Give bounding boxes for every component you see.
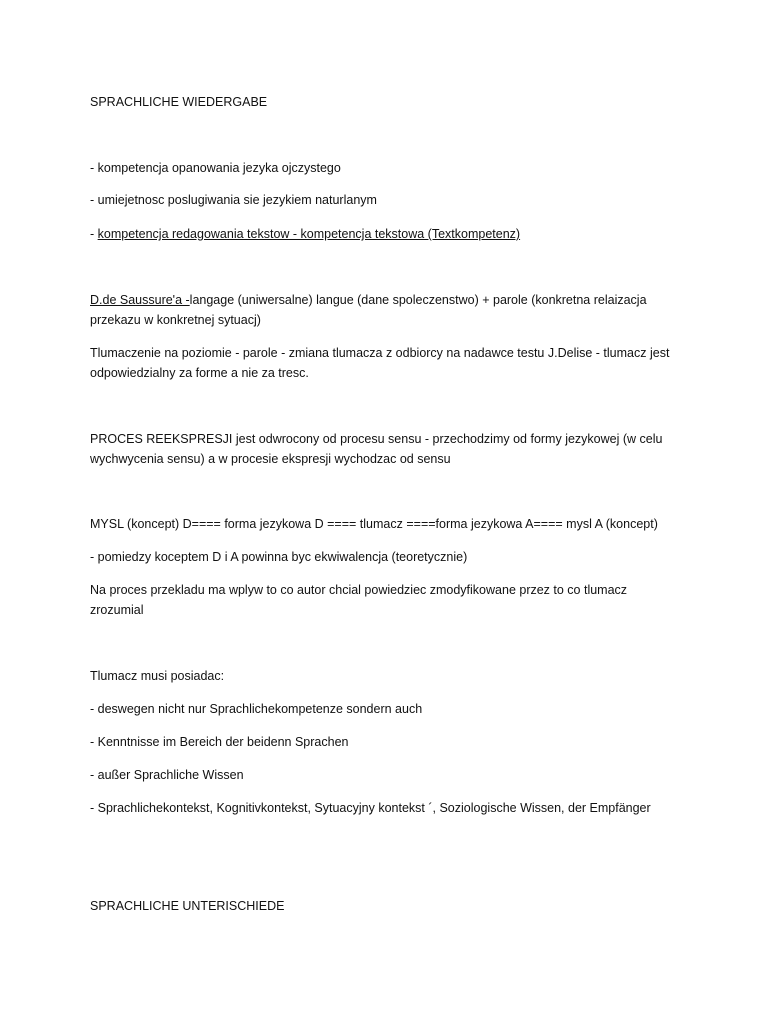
przeklad-paragraph-line1: Na proces przekladu ma wplyw to co autor chcial powiedziec zmodyfikowane przez to co tlumacz — [90, 583, 628, 597]
list-item: - Sprachlichekontekst, Kognitivkontekst, Sytuacyjny kontekst ´, Soziologische Wissen, der Empfänger — [90, 801, 651, 815]
saussure-paragraph-line2: przekazu w konkretnej sytuacj) — [90, 313, 261, 327]
list-item: - außer Sprachliche Wissen — [90, 768, 244, 782]
proces-paragraph-line1: PROCES REEKSPRESJI jest odwrocony od procesu sensu - przechodzimy od formy jezykowej (w celu — [90, 432, 663, 446]
underlined-text: kompetencja redagowania tekstow - kompetencja tekstowa (Textkompetenz) — [97, 227, 521, 241]
saussure-paragraph — [90, 290, 647, 310]
przeklad-paragraph-line2: zrozumial — [90, 603, 144, 617]
list-item: - umiejetnosc poslugiwania sie jezykiem naturlanym — [90, 193, 377, 207]
list-item: - pomiedzy koceptem D i A powinna byc ekwiwalencja (teoretycznie) — [90, 550, 468, 564]
proces-paragraph-line2: wychwycenia sensu) a w procesie ekspresji wychodzac od sensu — [90, 452, 451, 466]
list-item-underlined — [90, 224, 520, 244]
saussure-text: langage (uniwersalne) langue (dane spoleczenstwo) + parole (konkretna relaizacja — [189, 293, 647, 307]
list-item: - Kenntnisse im Bereich der beidenn Sprachen — [90, 735, 349, 749]
bullet-dash: - — [90, 227, 98, 241]
tlumaczenie-paragraph-line1: Tlumaczenie na poziomie - parole - zmiana tlumacza z odbiorcy na nadawce testu J.Delise - tlumacz jest — [90, 346, 670, 360]
saussure-name: D.de Saussure'a - — [90, 293, 190, 307]
section-heading-sprachliche-unterischiede: SPRACHLICHE UNTERISCHIEDE — [90, 899, 285, 913]
list-item: - deswegen nicht nur Sprachlichekompetenze sondern auch — [90, 702, 423, 716]
tlumacz-musi-heading: Tlumacz musi posiadac: — [90, 669, 225, 683]
mysl-line: MYSL (koncept) D==== forma jezykowa D ==== tlumacz ====forma jezykowa A==== mysl A (koncept) — [90, 517, 658, 531]
section-heading-sprachliche-wiedergabe: SPRACHLICHE WIEDERGABE — [90, 95, 268, 109]
list-item: - kompetencja opanowania jezyka ojczystego — [90, 161, 341, 175]
tlumaczenie-paragraph-line2: odpowiedzialny za forme a nie za tresc. — [90, 366, 309, 380]
